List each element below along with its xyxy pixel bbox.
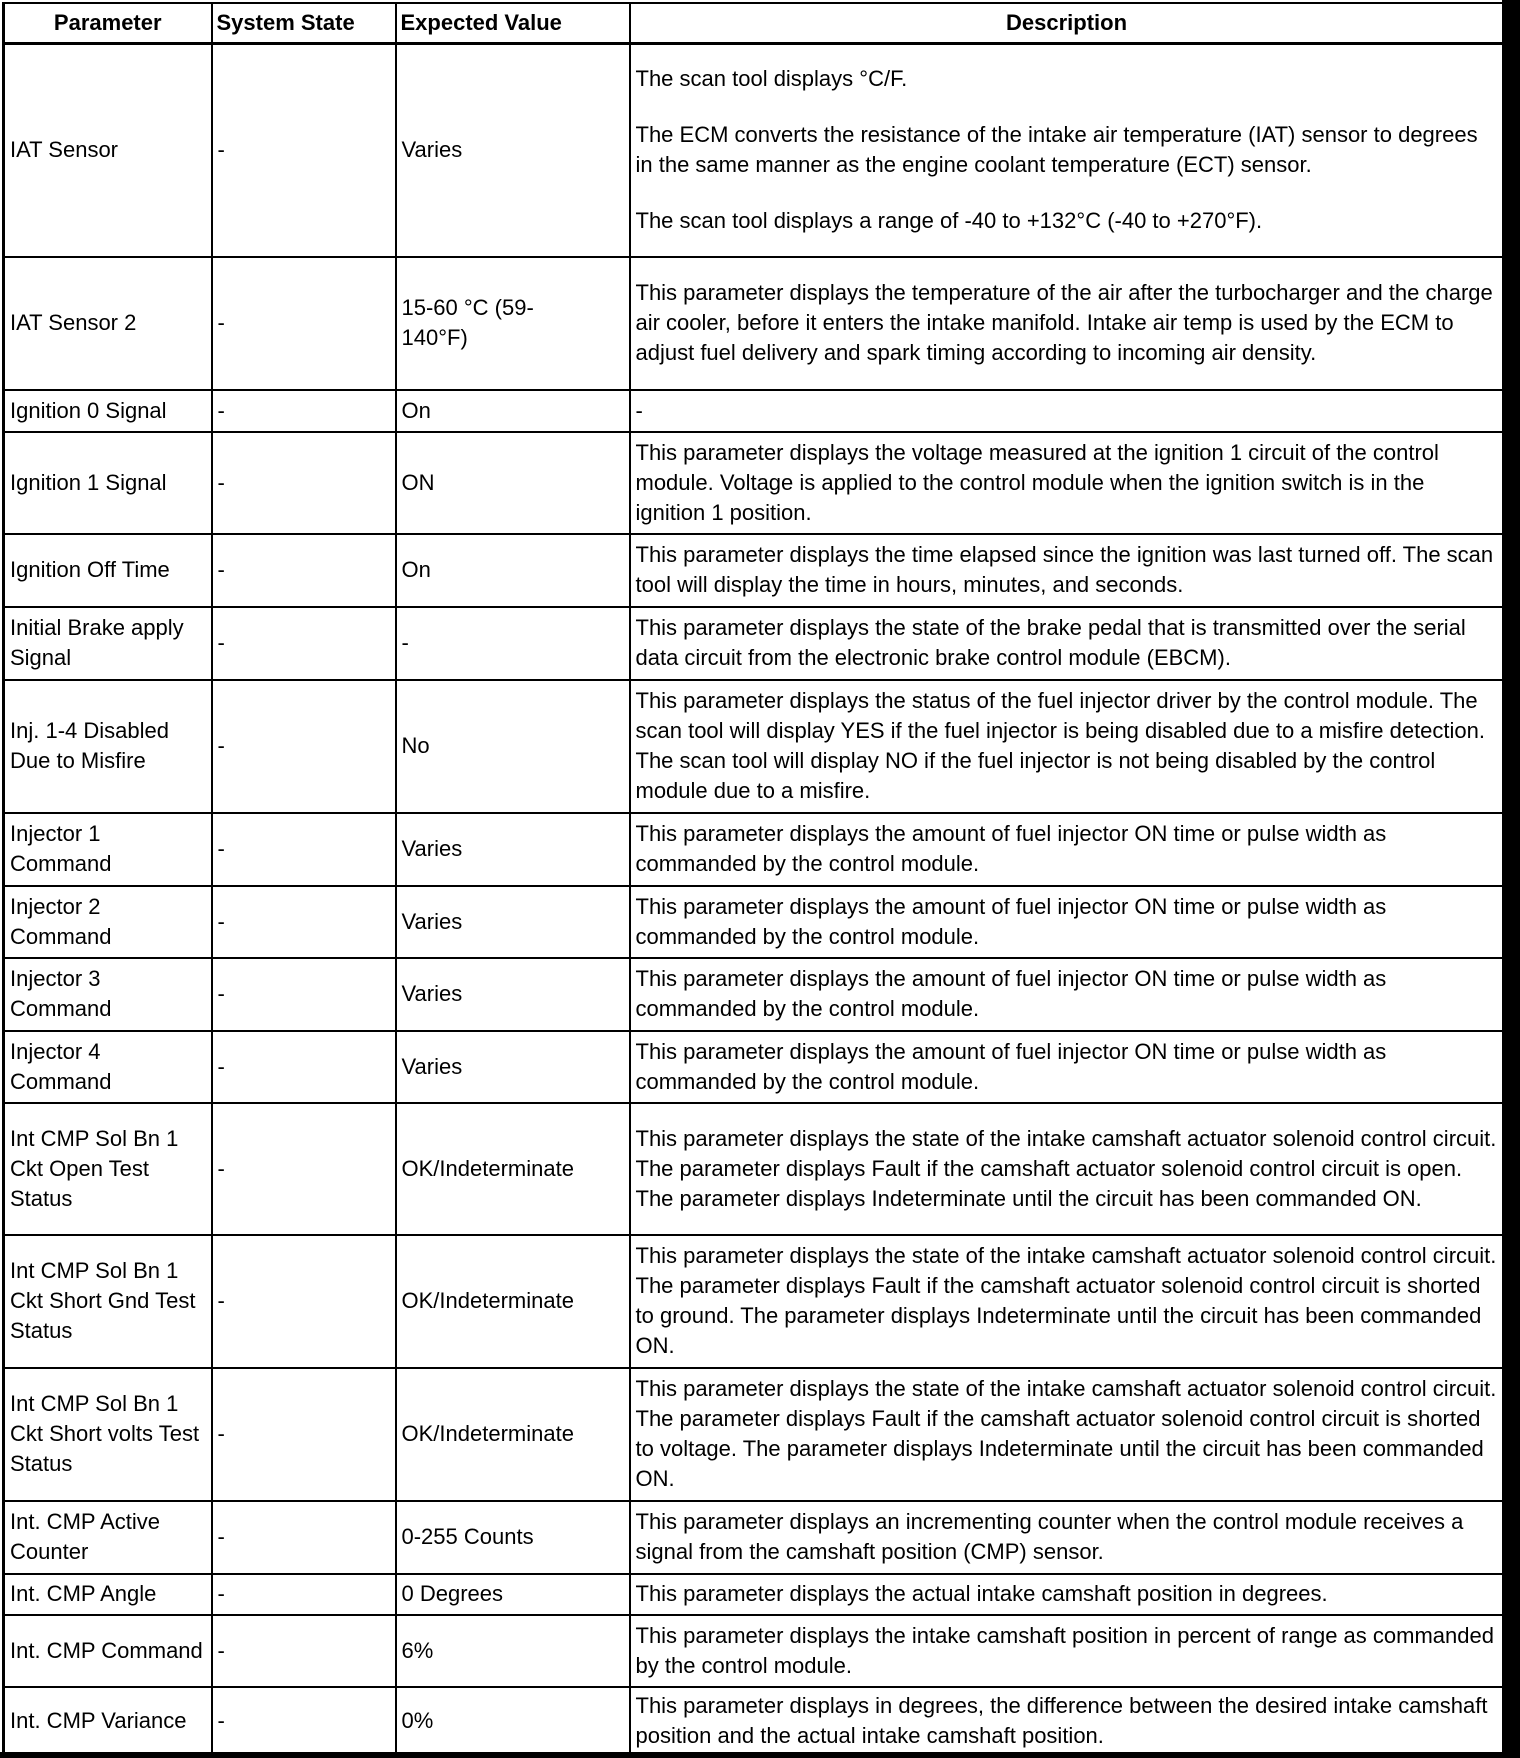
- parameter-cell: Injector 4 Command: [4, 1031, 212, 1103]
- description-cell: This parameter displays the state of the brake pedal that is transmitted over the serial data circuit from the electronic brake control module (EBCM).: [630, 607, 1504, 680]
- parameter-cell: Int. CMP Active Counter: [4, 1501, 212, 1574]
- system-state-cell: -: [212, 1031, 396, 1103]
- table-row: [4, 607, 1504, 680]
- parameter-cell: Injector 1 Command: [4, 813, 212, 886]
- expected-value-cell: On: [396, 534, 630, 607]
- table-header-row: [4, 3, 1504, 44]
- expected-value-cell: On: [396, 390, 630, 432]
- column-header-system-state: System State: [212, 3, 396, 44]
- parameter-cell: Int CMP Sol Bn 1 Ckt Short Gnd Test Status: [4, 1235, 212, 1368]
- table-row: [4, 1031, 1504, 1103]
- description-cell: This parameter displays the amount of fuel injector ON time or pulse width as commanded by the control module.: [630, 958, 1504, 1031]
- parameter-cell: IAT Sensor: [4, 44, 212, 257]
- parameter-cell: Int. CMP Command: [4, 1615, 212, 1687]
- parameter-cell: Int CMP Sol Bn 1 Ckt Open Test Status: [4, 1103, 212, 1235]
- description-cell: This parameter displays the state of the intake camshaft actuator solenoid control circuit. The parameter displays Fault if the camshaft actuator solenoid control circuit is shorted to voltage. The parameter displays Indeterminate until the circuit has been commanded ON.: [630, 1368, 1504, 1501]
- description-cell: This parameter displays the state of the intake camshaft actuator solenoid control circuit. The parameter displays Fault if the camshaft actuator solenoid control circuit is open. The parameter displays Indeterminate until the circuit has been commanded ON.: [630, 1103, 1504, 1235]
- expected-value-cell: 6%: [396, 1615, 630, 1687]
- parameter-cell: Initial Brake apply Signal: [4, 607, 212, 680]
- system-state-cell: -: [212, 257, 396, 390]
- system-state-cell: -: [212, 432, 396, 534]
- expected-value-cell: OK/Indeterminate: [396, 1103, 630, 1235]
- expected-value-cell: 15-60 °C (59-140°F): [396, 257, 630, 390]
- parameter-table: [2, 2, 1505, 1756]
- expected-value-cell: OK/Indeterminate: [396, 1235, 630, 1368]
- table-row: [4, 257, 1504, 390]
- description-cell: [630, 44, 1504, 257]
- description-paragraph: The scan tool displays a range of -40 to +132°C (-40 to +270°F).: [635, 208, 1263, 234]
- parameter-cell: Injector 3 Command: [4, 958, 212, 1031]
- parameter-cell: Inj. 1-4 Disabled Due to Misfire: [4, 680, 212, 813]
- table-row: [4, 44, 1504, 257]
- description-cell: -: [630, 390, 1504, 432]
- description-cell: This parameter displays in degrees, the difference between the desired intake camshaft position and the actual intake camshaft position.: [630, 1687, 1504, 1755]
- description-cell: This parameter displays the voltage measured at the ignition 1 circuit of the control module. Voltage is applied to the control module when the ignition switch is in the ignition 1 position.: [630, 432, 1504, 534]
- system-state-cell: -: [212, 680, 396, 813]
- system-state-cell: -: [212, 1235, 396, 1368]
- description-cell: This parameter displays the state of the intake camshaft actuator solenoid control circuit. The parameter displays Fault if the camshaft actuator solenoid control circuit is shorted to ground. The parameter displays Indeterminate until the circuit has been commanded ON.: [630, 1235, 1504, 1368]
- description-cell: This parameter displays the intake camshaft position in percent of range as commanded by the control module.: [630, 1615, 1504, 1687]
- column-header-expected-value: Expected Value: [396, 3, 630, 44]
- system-state-cell: -: [212, 813, 396, 886]
- system-state-cell: -: [212, 1368, 396, 1501]
- parameter-cell: Int. CMP Variance: [4, 1687, 212, 1755]
- expected-value-cell: Varies: [396, 44, 630, 257]
- table-row: [4, 1368, 1504, 1501]
- expected-value-cell: No: [396, 680, 630, 813]
- parameter-cell: Ignition 0 Signal: [4, 390, 212, 432]
- description-cell: This parameter displays the actual intake camshaft position in degrees.: [630, 1574, 1504, 1615]
- description-cell: This parameter displays the amount of fuel injector ON time or pulse width as commanded by the control module.: [630, 813, 1504, 886]
- table-row: [4, 958, 1504, 1031]
- system-state-cell: -: [212, 1615, 396, 1687]
- expected-value-cell: Varies: [396, 958, 630, 1031]
- description-cell: This parameter displays the temperature of the air after the turbocharger and the charge air cooler, before it enters the intake manifold. Intake air temp is used by the ECM to adjust fuel delivery and spark timing according to incoming air density.: [630, 257, 1504, 390]
- table-row: [4, 1501, 1504, 1574]
- description-paragraph: The scan tool displays °C/F.: [635, 66, 908, 92]
- parameter-cell: IAT Sensor 2: [4, 257, 212, 390]
- expected-value-cell: 0-255 Counts: [396, 1501, 630, 1574]
- table-row: [4, 1687, 1504, 1755]
- column-header-parameter: Parameter: [4, 3, 212, 44]
- system-state-cell: -: [212, 1687, 396, 1755]
- description-cell: This parameter displays the status of the fuel injector driver by the control module. The scan tool will display YES if the fuel injector is being disabled due to a misfire detection. The scan tool will display NO if the fuel injector is not being disabled by the control module due to a misfire.: [630, 680, 1504, 813]
- expected-value-cell: 0 Degrees: [396, 1574, 630, 1615]
- description-cell: This parameter displays the amount of fuel injector ON time or pulse width as commanded by the control module.: [630, 1031, 1504, 1103]
- system-state-cell: -: [212, 1103, 396, 1235]
- system-state-cell: -: [212, 607, 396, 680]
- description-cell: This parameter displays the amount of fuel injector ON time or pulse width as commanded by the control module.: [630, 886, 1504, 958]
- parameter-cell: Ignition 1 Signal: [4, 432, 212, 534]
- system-state-cell: -: [212, 44, 396, 257]
- parameter-cell: Injector 2 Command: [4, 886, 212, 958]
- system-state-cell: -: [212, 958, 396, 1031]
- expected-value-cell: Varies: [396, 813, 630, 886]
- expected-value-cell: Varies: [396, 886, 630, 958]
- expected-value-cell: 0%: [396, 1687, 630, 1755]
- table-row: [4, 813, 1504, 886]
- table-row: [4, 1574, 1504, 1615]
- description-cell: This parameter displays the time elapsed since the ignition was last turned off. The scan tool will display the time in hours, minutes, and seconds.: [630, 534, 1504, 607]
- table-row: [4, 432, 1504, 534]
- expected-value-cell: -: [396, 607, 630, 680]
- parameter-cell: Int. CMP Angle: [4, 1574, 212, 1615]
- system-state-cell: -: [212, 390, 396, 432]
- table-row: [4, 1235, 1504, 1368]
- expected-value-cell: OK/Indeterminate: [396, 1368, 630, 1501]
- expected-value-cell: Varies: [396, 1031, 630, 1103]
- system-state-cell: -: [212, 1501, 396, 1574]
- table-row: [4, 1103, 1504, 1235]
- table-row: [4, 534, 1504, 607]
- system-state-cell: -: [212, 1574, 396, 1615]
- description-cell: This parameter displays an incrementing counter when the control module receives a signal from the camshaft position (CMP) sensor.: [630, 1501, 1504, 1574]
- table-row: [4, 680, 1504, 813]
- table-row: [4, 886, 1504, 958]
- table-row: [4, 1615, 1504, 1687]
- description-paragraph: The ECM converts the resistance of the intake air temperature (IAT) sensor to degrees in the same manner as the engine coolant temperature (ECT) sensor.: [635, 122, 1478, 178]
- system-state-cell: -: [212, 886, 396, 958]
- parameter-cell: Int CMP Sol Bn 1 Ckt Short volts Test Status: [4, 1368, 212, 1501]
- table-row: [4, 390, 1504, 432]
- expected-value-cell: ON: [396, 432, 630, 534]
- parameter-cell: Ignition Off Time: [4, 534, 212, 607]
- column-header-description: Description: [630, 3, 1504, 44]
- system-state-cell: -: [212, 534, 396, 607]
